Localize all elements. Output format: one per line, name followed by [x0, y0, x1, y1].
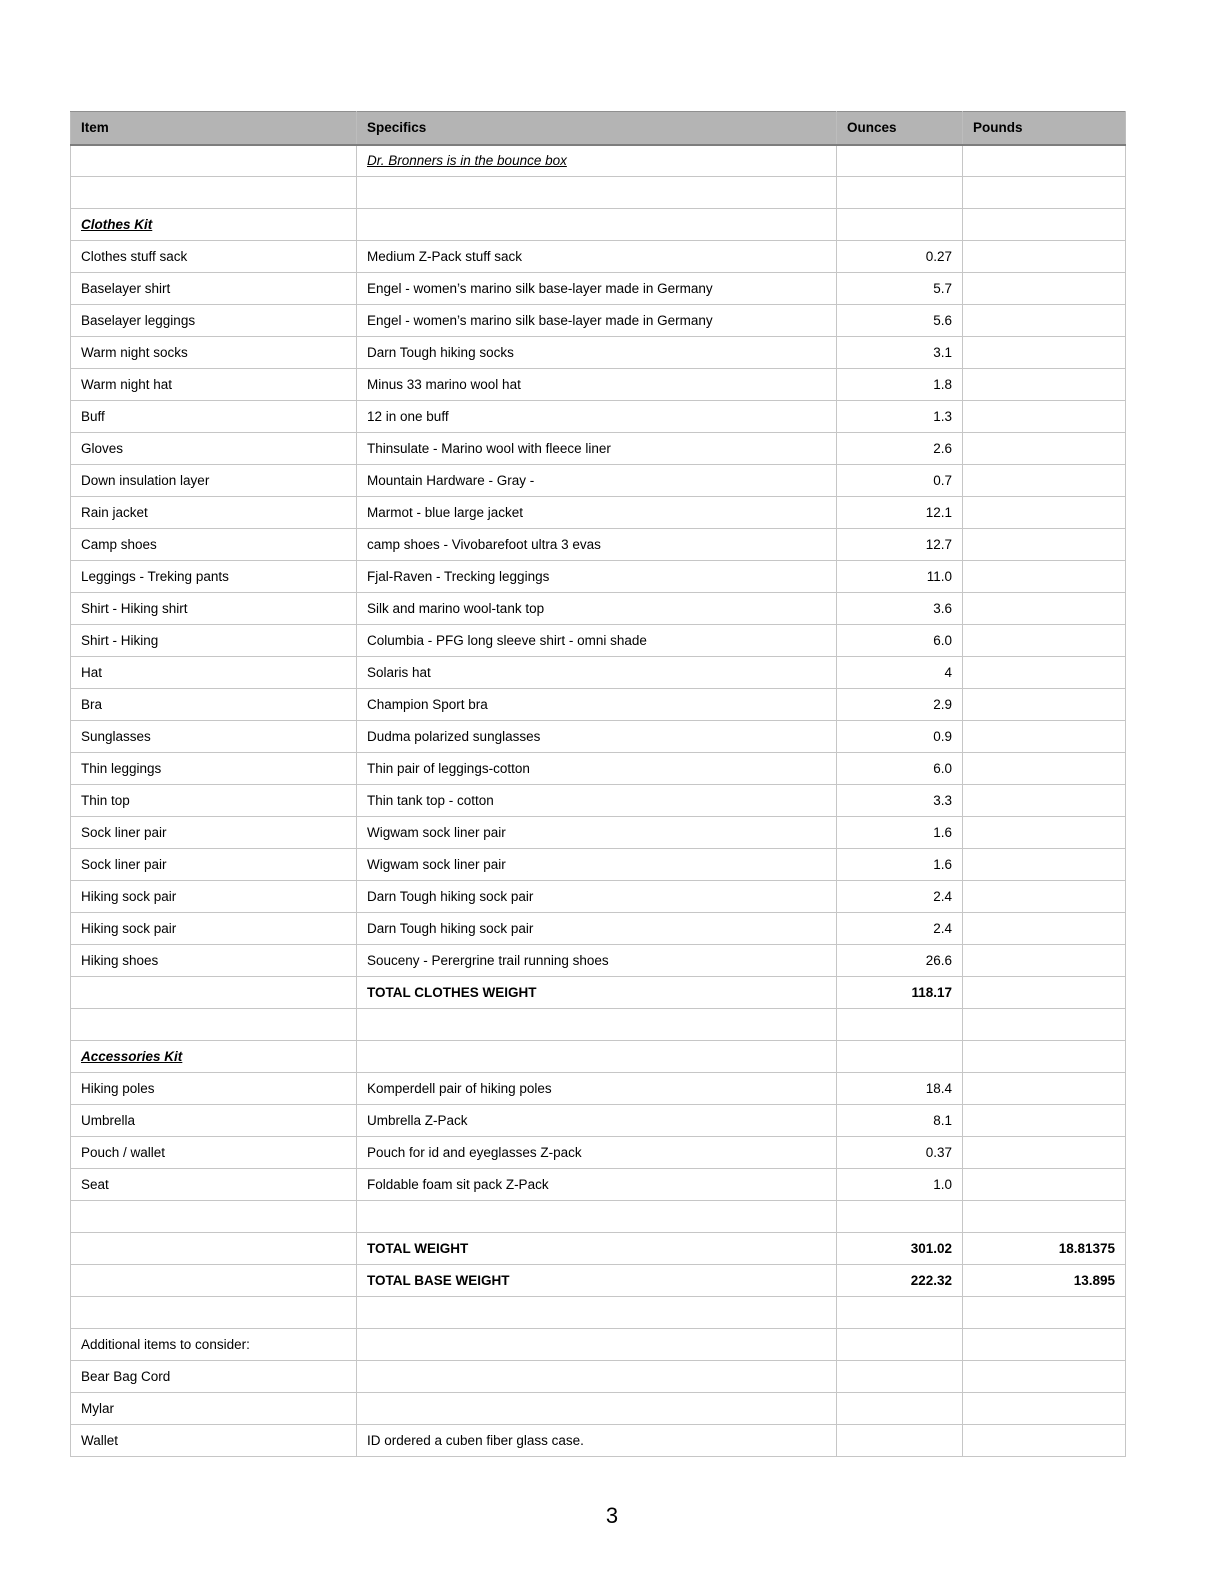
- item-row: [71, 497, 1126, 529]
- total-row: [71, 977, 1126, 1009]
- pounds-cell: [963, 657, 1126, 689]
- specifics-cell: Minus 33 marino wool hat: [357, 369, 837, 401]
- specifics-cell: 12 in one buff: [357, 401, 837, 433]
- ounces-cell: 118.17: [837, 977, 963, 1009]
- ounces-cell: 0.7: [837, 465, 963, 497]
- item-cell: [71, 1201, 357, 1233]
- specifics-cell: [357, 1201, 837, 1233]
- item-row: [71, 369, 1126, 401]
- item-row: [71, 657, 1126, 689]
- page-number: 3: [605, 1503, 619, 1528]
- item-cell: Hiking poles: [71, 1073, 357, 1105]
- item-row: [71, 849, 1126, 881]
- item-cell: Camp shoes: [71, 529, 357, 561]
- ounces-cell: 1.6: [837, 849, 963, 881]
- item-row: [71, 753, 1126, 785]
- pounds-cell: [963, 1105, 1126, 1137]
- pounds-cell: [963, 1297, 1126, 1329]
- ounces-cell: 3.6: [837, 593, 963, 625]
- pounds-cell: [963, 1201, 1126, 1233]
- pounds-cell: [963, 1041, 1126, 1073]
- item-row: [71, 945, 1126, 977]
- specifics-cell: Dr. Bronners is in the bounce box: [357, 145, 837, 177]
- specifics-cell: Silk and marino wool-tank top: [357, 593, 837, 625]
- pounds-cell: [963, 305, 1126, 337]
- specifics-cell: TOTAL BASE WEIGHT: [357, 1265, 837, 1297]
- pounds-cell: [963, 753, 1126, 785]
- item-cell: [71, 177, 357, 209]
- specifics-cell: Wigwam sock liner pair: [357, 817, 837, 849]
- header-row: [71, 112, 1126, 145]
- specifics-cell: [357, 177, 837, 209]
- gear-list-table: [70, 111, 1126, 1457]
- specifics-cell: Champion Sport bra: [357, 689, 837, 721]
- item-row: [71, 305, 1126, 337]
- section-row: [71, 209, 1126, 241]
- column-header-ounces: Ounces: [837, 112, 963, 145]
- ounces-cell: 2.4: [837, 913, 963, 945]
- ounces-cell: 6.0: [837, 753, 963, 785]
- item-cell: Additional items to consider:: [71, 1329, 357, 1361]
- pounds-cell: [963, 337, 1126, 369]
- ounces-cell: 6.0: [837, 625, 963, 657]
- ounces-cell: 1.6: [837, 817, 963, 849]
- ounces-cell: [837, 145, 963, 177]
- section-row: [71, 1041, 1126, 1073]
- pounds-cell: [963, 241, 1126, 273]
- pounds-cell: [963, 817, 1126, 849]
- specifics-cell: Thin pair of leggings-cotton: [357, 753, 837, 785]
- specifics-cell: [357, 209, 837, 241]
- specifics-cell: Thinsulate - Marino wool with fleece liner: [357, 433, 837, 465]
- item-row: [71, 1361, 1126, 1393]
- pounds-cell: [963, 913, 1126, 945]
- specifics-cell: Solaris hat: [357, 657, 837, 689]
- pounds-cell: [963, 1137, 1126, 1169]
- item-cell: [71, 1297, 357, 1329]
- item-cell: Shirt - Hiking shirt: [71, 593, 357, 625]
- item-row: [71, 401, 1126, 433]
- pounds-cell: [963, 1073, 1126, 1105]
- item-cell: [71, 977, 357, 1009]
- ounces-cell: 12.7: [837, 529, 963, 561]
- specifics-cell: Komperdell pair of hiking poles: [357, 1073, 837, 1105]
- pounds-cell: [963, 1329, 1126, 1361]
- specifics-cell: camp shoes - Vivobarefoot ultra 3 evas: [357, 529, 837, 561]
- item-row: [71, 817, 1126, 849]
- item-cell: Pouch / wallet: [71, 1137, 357, 1169]
- item-cell: Warm night socks: [71, 337, 357, 369]
- item-row: [71, 721, 1126, 753]
- ounces-cell: 5.7: [837, 273, 963, 305]
- item-row: [71, 337, 1126, 369]
- item-row: [71, 1425, 1126, 1457]
- item-cell: Baselayer leggings: [71, 305, 357, 337]
- pounds-cell: [963, 561, 1126, 593]
- column-header-item: Item: [71, 112, 357, 145]
- item-cell: [71, 145, 357, 177]
- item-cell: Accessories Kit: [71, 1041, 357, 1073]
- item-cell: Umbrella: [71, 1105, 357, 1137]
- specifics-cell: Medium Z-Pack stuff sack: [357, 241, 837, 273]
- item-cell: Gloves: [71, 433, 357, 465]
- pounds-cell: [963, 1393, 1126, 1425]
- specifics-cell: TOTAL CLOTHES WEIGHT: [357, 977, 837, 1009]
- item-cell: Sock liner pair: [71, 849, 357, 881]
- gear-table-body: [71, 145, 1126, 1457]
- pounds-cell: [963, 849, 1126, 881]
- ounces-cell: 11.0: [837, 561, 963, 593]
- specifics-cell: Engel - women’s marino silk base-layer made in Germany: [357, 305, 837, 337]
- item-cell: Clothes Kit: [71, 209, 357, 241]
- specifics-cell: Pouch for id and eyeglasses Z-pack: [357, 1137, 837, 1169]
- pounds-cell: [963, 1009, 1126, 1041]
- specifics-cell: Columbia - PFG long sleeve shirt - omni shade: [357, 625, 837, 657]
- ounces-cell: 4: [837, 657, 963, 689]
- ounces-cell: 1.8: [837, 369, 963, 401]
- pounds-cell: [963, 497, 1126, 529]
- pounds-cell: [963, 465, 1126, 497]
- pounds-cell: [963, 433, 1126, 465]
- ounces-cell: 1.3: [837, 401, 963, 433]
- item-row: [71, 1073, 1126, 1105]
- item-row: [71, 593, 1126, 625]
- column-header-specifics: Specifics: [357, 112, 837, 145]
- item-cell: Hiking sock pair: [71, 913, 357, 945]
- specifics-cell: TOTAL WEIGHT: [357, 1233, 837, 1265]
- item-cell: [71, 1233, 357, 1265]
- item-cell: Leggings - Treking pants: [71, 561, 357, 593]
- item-cell: Mylar: [71, 1393, 357, 1425]
- ounces-cell: [837, 1393, 963, 1425]
- blank-row: [71, 1201, 1126, 1233]
- item-row: [71, 1137, 1126, 1169]
- specifics-cell: Foldable foam sit pack Z-Pack: [357, 1169, 837, 1201]
- item-cell: Thin leggings: [71, 753, 357, 785]
- specifics-cell: [357, 1329, 837, 1361]
- item-row: [71, 625, 1126, 657]
- item-row: [71, 689, 1126, 721]
- item-cell: [71, 1009, 357, 1041]
- pounds-cell: 18.81375: [963, 1233, 1126, 1265]
- pounds-cell: [963, 945, 1126, 977]
- specifics-cell: Thin tank top - cotton: [357, 785, 837, 817]
- ounces-cell: 18.4: [837, 1073, 963, 1105]
- specifics-cell: ID ordered a cuben fiber glass case.: [357, 1425, 837, 1457]
- ounces-cell: 1.0: [837, 1169, 963, 1201]
- item-row: [71, 913, 1126, 945]
- ounces-cell: [837, 1009, 963, 1041]
- specifics-cell: Umbrella Z-Pack: [357, 1105, 837, 1137]
- pounds-cell: [963, 1361, 1126, 1393]
- ounces-cell: [837, 209, 963, 241]
- item-row: [71, 785, 1126, 817]
- note-row: [71, 145, 1126, 177]
- item-row: [71, 1105, 1126, 1137]
- pounds-cell: [963, 721, 1126, 753]
- ounces-cell: 2.6: [837, 433, 963, 465]
- ounces-cell: [837, 1329, 963, 1361]
- specifics-cell: Engel - women’s marino silk base-layer made in Germany: [357, 273, 837, 305]
- specifics-cell: Fjal-Raven - Trecking leggings: [357, 561, 837, 593]
- ounces-cell: 5.6: [837, 305, 963, 337]
- item-cell: Sock liner pair: [71, 817, 357, 849]
- ounces-cell: 2.4: [837, 881, 963, 913]
- pounds-cell: [963, 785, 1126, 817]
- pounds-cell: 13.895: [963, 1265, 1126, 1297]
- specifics-cell: Darn Tough hiking sock pair: [357, 913, 837, 945]
- item-cell: Hiking shoes: [71, 945, 357, 977]
- item-cell: Bra: [71, 689, 357, 721]
- ounces-cell: [837, 1425, 963, 1457]
- blank-row: [71, 1009, 1126, 1041]
- item-cell: Warm night hat: [71, 369, 357, 401]
- ounces-cell: 12.1: [837, 497, 963, 529]
- item-row: [71, 241, 1126, 273]
- pounds-cell: [963, 1425, 1126, 1457]
- item-cell: Wallet: [71, 1425, 357, 1457]
- pounds-cell: [963, 209, 1126, 241]
- item-cell: Clothes stuff sack: [71, 241, 357, 273]
- total-row: [71, 1265, 1126, 1297]
- column-header-pounds: Pounds: [963, 112, 1126, 145]
- specifics-cell: Dudma polarized sunglasses: [357, 721, 837, 753]
- ounces-cell: 2.9: [837, 689, 963, 721]
- item-cell: Hiking sock pair: [71, 881, 357, 913]
- pounds-cell: [963, 977, 1126, 1009]
- item-cell: Buff: [71, 401, 357, 433]
- pounds-cell: [963, 593, 1126, 625]
- pounds-cell: [963, 369, 1126, 401]
- ounces-cell: 222.32: [837, 1265, 963, 1297]
- item-cell: Shirt - Hiking: [71, 625, 357, 657]
- pounds-cell: [963, 881, 1126, 913]
- specifics-cell: Marmot - blue large jacket: [357, 497, 837, 529]
- item-cell: Hat: [71, 657, 357, 689]
- item-cell: Thin top: [71, 785, 357, 817]
- item-row: [71, 561, 1126, 593]
- ounces-cell: 0.27: [837, 241, 963, 273]
- pounds-cell: [963, 177, 1126, 209]
- specifics-cell: Souceny - Perergrine trail running shoes: [357, 945, 837, 977]
- pounds-cell: [963, 401, 1126, 433]
- ounces-cell: [837, 1041, 963, 1073]
- total-row: [71, 1233, 1126, 1265]
- item-cell: Sunglasses: [71, 721, 357, 753]
- ounces-cell: [837, 1201, 963, 1233]
- ounces-cell: 3.3: [837, 785, 963, 817]
- item-row: [71, 529, 1126, 561]
- specifics-cell: Darn Tough hiking sock pair: [357, 881, 837, 913]
- item-row: [71, 1329, 1126, 1361]
- specifics-cell: [357, 1009, 837, 1041]
- ounces-cell: 301.02: [837, 1233, 963, 1265]
- item-cell: Seat: [71, 1169, 357, 1201]
- pounds-cell: [963, 273, 1126, 305]
- item-row: [71, 273, 1126, 305]
- pounds-cell: [963, 145, 1126, 177]
- item-row: [71, 465, 1126, 497]
- ounces-cell: [837, 177, 963, 209]
- pounds-cell: [963, 625, 1126, 657]
- item-cell: Baselayer shirt: [71, 273, 357, 305]
- item-row: [71, 881, 1126, 913]
- item-cell: [71, 1265, 357, 1297]
- pounds-cell: [963, 689, 1126, 721]
- blank-row: [71, 177, 1126, 209]
- item-row: [71, 1169, 1126, 1201]
- ounces-cell: 0.37: [837, 1137, 963, 1169]
- item-cell: Rain jacket: [71, 497, 357, 529]
- ounces-cell: 26.6: [837, 945, 963, 977]
- ounces-cell: [837, 1297, 963, 1329]
- pounds-cell: [963, 1169, 1126, 1201]
- item-cell: Down insulation layer: [71, 465, 357, 497]
- specifics-cell: [357, 1361, 837, 1393]
- item-cell: Bear Bag Cord: [71, 1361, 357, 1393]
- specifics-cell: Mountain Hardware - Gray -: [357, 465, 837, 497]
- specifics-cell: Darn Tough hiking socks: [357, 337, 837, 369]
- ounces-cell: 3.1: [837, 337, 963, 369]
- specifics-cell: [357, 1297, 837, 1329]
- item-row: [71, 433, 1126, 465]
- specifics-cell: [357, 1041, 837, 1073]
- ounces-cell: 8.1: [837, 1105, 963, 1137]
- item-row: [71, 1393, 1126, 1425]
- specifics-cell: Wigwam sock liner pair: [357, 849, 837, 881]
- pounds-cell: [963, 529, 1126, 561]
- ounces-cell: 0.9: [837, 721, 963, 753]
- blank-row: [71, 1297, 1126, 1329]
- ounces-cell: [837, 1361, 963, 1393]
- specifics-cell: [357, 1393, 837, 1425]
